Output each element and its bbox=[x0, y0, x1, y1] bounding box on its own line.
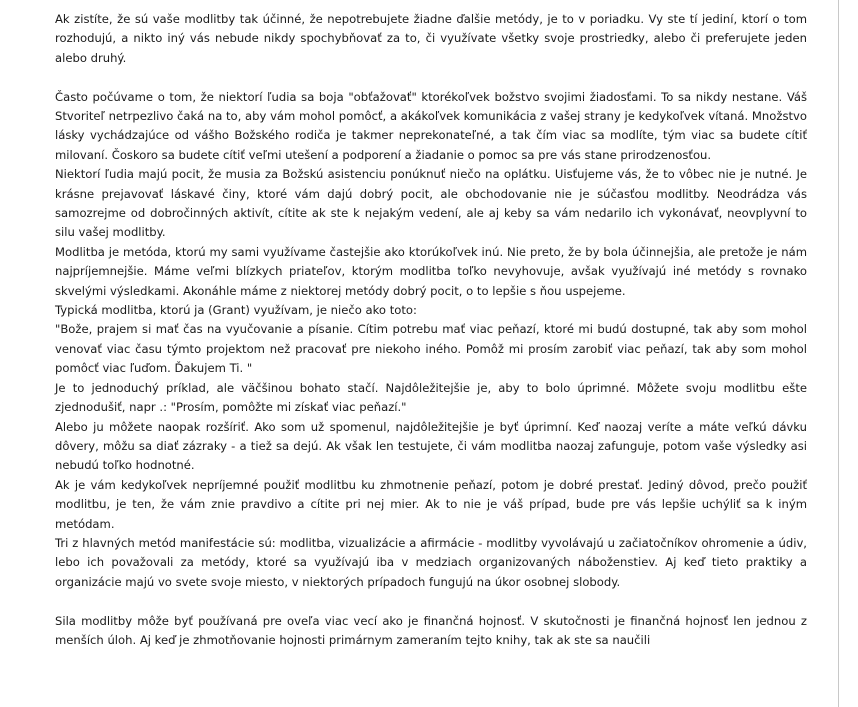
paragraph-10: Tri z hlavných metód manifestácie sú: modlitba, vizualizácie a afirmácie - modlitby vyvolávajú u začiatočníkov ohromenie a údiv, lebo ich považovali za metódy, ktoré sa využívajú iba v medziach organizovaných náboženstiev. Aj keď tieto praktiky a organizácie majú vo svete svoje miesto, v niektorých prípadoch fungujú na úkor osobnej slobody. bbox=[55, 535, 807, 589]
paragraph-2: Často počúvame o tom, že niektorí ľudia sa boja "obťažovať" ktorékoľvek božstvo svojimi žiadosťami. To sa nikdy nestane. Váš Stvoriteľ netrpezlivo čaká na to, aby vám mohol pomôcť, a akákoľvek komunikácia z vašej strany je kedykoľvek vítaná. Množstvo lásky vychádzajúce od vášho Božského rodiča je takmer neprekonateľné, a tak čím viac sa modlíte, tým viac sa budete cítiť milovaní. Čoskoro sa budete cítiť veľmi utešení a podporení a žiadanie o pomoc sa pre vás stane prirodzenosťou. bbox=[55, 89, 807, 162]
paragraph-11: Sila modlitby môže byť používaná pre oveľa viac vecí ako je finančná hojnosť. V skutočnosti je finančná hojnosť len jednou z menších úloh. Aj keď je zhmotňovanie hojnosti primárnym zameraním tejto knihy, tak ak ste sa naučili bbox=[55, 613, 807, 647]
paragraph-gap bbox=[55, 68, 807, 87]
paragraph-3: Niektorí ľudia majú pocit, že musia za Božskú asistenciu ponúknuť niečo na oplátku. Uisťujeme vás, že to vôbec nie je nutné. Je krásne prejavovať láskavé činy, ktoré vám dajú dobrý pocit, ale obchodovanie nie je súčasťou modlitby. Neodrádza vás samozrejme od dobročinných aktivít, cítite ak ste k nejakým vedení, ale aj keby sa vám nedarilo ich vykonávať, neovplyvní to silu vašej modlitby. bbox=[55, 167, 807, 240]
document-body bbox=[55, 10, 807, 650]
paragraph-gap bbox=[55, 592, 807, 611]
paragraph-7: Je to jednoduchý príklad, ale väčšinou bohato stačí. Najdôležitejšie je, aby to bolo úprimné. Môžete svoju modlitbu ešte zjednodušiť, napr .: "Prosím, pomôžte mi získať viac peňazí." bbox=[55, 380, 807, 415]
paragraph-1: Ak zistíte, že sú vaše modlitby tak účinné, že nepotrebujete žiadne ďalšie metódy, je to v poriadku. Vy ste tí jediní, ktorí o tom rozhodujú, a nikto iný vás nebude nikdy spochybňovať za to, či využívate všetky svoje prostriedky, alebo či preferujete jeden alebo druhý. bbox=[55, 12, 807, 65]
page-edge-divider bbox=[838, 0, 839, 707]
paragraph-9: Ak je vám kedykoľvek nepríjemné použiť modlitbu ku zhmotnenie peňazí, potom je dobré prestať. Jediný dôvod, prečo použiť modlitbu, je ten, že vám znie pravdivo a cítite pri nej mier. Ak to nie je váš prípad, bude pre vás lepšie uchýliť sa k iným metódam. bbox=[55, 477, 807, 531]
paragraph-5: Typická modlitba, ktorú ja (Grant) využívam, je niečo ako toto: bbox=[55, 303, 417, 318]
paragraph-6: "Bože, prajem si mať čas na vyučovanie a písanie. Cítim potrebu mať viac peňazí, ktoré mi budú dostupné, tak aby som mohol venovať viac času týmto projektom než pracovať pre niekoho iného. Pomôž mi prosím zarobiť viac peňazí, tak aby som mohol pomôcť viac ľuďom. Ďakujem Ti. " bbox=[55, 322, 807, 376]
paragraph-4: Modlitba je metóda, ktorú my sami využívame častejšie ako ktorúkoľvek inú. Nie preto, že by bola účinnejšia, ale pretože je nám najpríjemnejšie. Máme veľmi blízkych priateľov, ktorým modlitba toľko nevyhovuje, avšak využívajú iné metódy s rovnako skvelými výsledkami. Akonáhle máme z niektorej metódy dobrý pocit, o to lepšie s ňou uspejeme. bbox=[55, 244, 807, 298]
paragraph-8: Alebo ju môžete naopak rozšíriť. Ako som už spomenul, najdôležitejšie je byť úprimní. Keď naozaj veríte a máte veľkú dávku dôvery, môžu sa diať zázraky - a tiež sa dejú. Ak však len testujete, či vám modlitba naozaj zafunguje, potom vaše výsledky asi nebudú toľko hodnotné. bbox=[55, 419, 807, 473]
